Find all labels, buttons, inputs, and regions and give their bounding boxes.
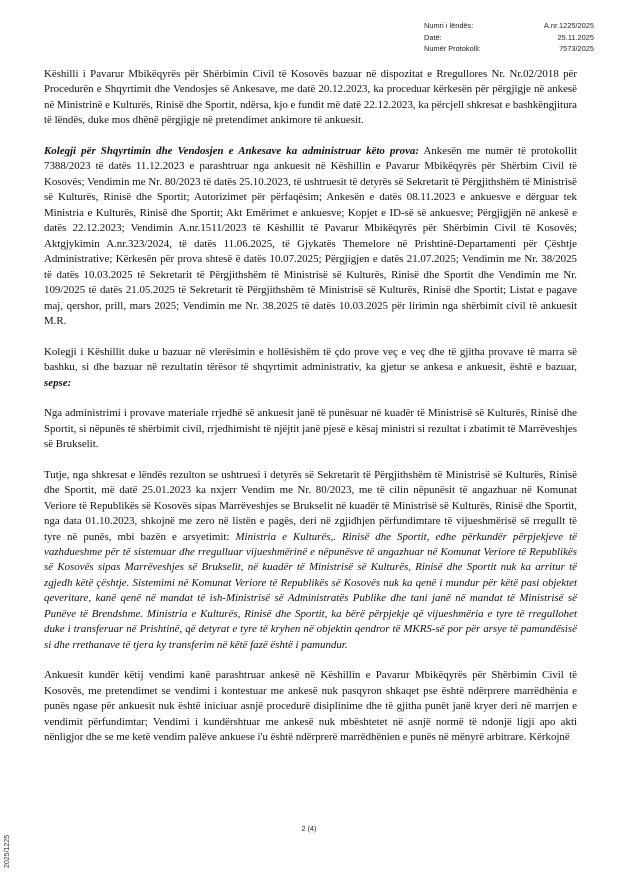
- case-number-label: Numri i lëndës:: [424, 21, 474, 30]
- paragraph-appeal: Ankuesit kundër këtij vendimi kanë parashtruar ankesë në Këshillin e Pavarur Mbikëqyrës për Shërbimin Civil të Kosovës, me pretendimet se vendimi i kontestuar me ankesë nuk pasqyron shkaqet pse është ndërprere marrëdhënia e punës ngase për ankuesit nuk është iniciuar asnjë procedurë disiplinime dhe të gjitha punët janë kryer deri në marrjen e vendimit përfundimtar; Vendimi i kundërshtuar me ankesë nuk mbështetet në asnjë normë të ndonjë ligji apo akti nënligjor dhe se me ketë vendim palëve ankuese i'u është ndërprerë marrëdhënien e punës në mënyrë arbitrare. Kërkojnë: [44, 669, 577, 744]
- protocol-row: [424, 43, 594, 55]
- paragraph-intro: Këshilli i Pavarur Mbikëqyrës për Shërbimin Civil të Kosovës bazuar në dispozitat e Rregullores Nr. Nr.02/2018 për Procedurën e Shqyrtimit dhe Vendosjes së Ankesave, me datë 20.12.2023, ka proceduar kërkesën për përgjigje në ankesë në Ministrinë e Kulturës, Rinisë dhe Sportit, ndërsa, kjo e fundit më datë 22.12.2023, ka përcjell shkresat e bashkëngjitura të lëndës, duke mos dhënë përgjigje në pretendimet ankimore të ankuesit.: [44, 68, 577, 127]
- assessment-because: sepse:: [44, 376, 72, 389]
- document-body: [44, 67, 577, 761]
- paragraph-evidence: [44, 144, 577, 329]
- evidence-heading: Kolegji për Shqyrtimin dhe Vendosjen e Ankesave ka administruar këto prova:: [44, 145, 419, 157]
- date-value: 25.11.2025: [557, 32, 594, 42]
- side-stamp: 2025/1225: [4, 834, 11, 868]
- page-number: 2 (4): [301, 824, 317, 833]
- case-number-value: A.nr.1225/2025: [543, 21, 594, 30]
- paragraph-employment: Nga administrimi i provave materiale rrjedhë së ankuesit janë të punësuar në kuadër të Ministrisë së Kulturës, Rinisë dhe Sportit, si nëpunës të shërbimit civil, rrjedhimisht të njëjtit janë pjesë e kësaj ministri si rezultat i zbatimit të Marrëveshjes së Brukselit.: [44, 407, 577, 451]
- date-row: [424, 32, 594, 44]
- decision-text: Tutje, nga shkresat e lëndës rezulton se ushtruesi i detyrës së Sekretarit të Përgjithshëm të Ministrisë së Kulturës, Rinisë dhe Sportit, më datë 25.01.2023 ka nxjerr Vendim me Nr. 80/2023, me të cilin nëpunësit të angazhuar në Komunat Veriore të Republikës së Kosovës sipas Marrëveshjes se Brukselit në kuadër të Ministrisë së Kulturës, Rinisë dhe Sportit, nga data 01.10.2023, shkojnë me zero në listën e pagës, deri në zgjidhjen përfundimtare të vijueshmërisë së rregullt të tyre në punës, mbi bazën e arsyetimit:: [44, 468, 577, 543]
- case-number-row: [424, 20, 594, 32]
- decision-quote: Ministria e Kulturës,. Rinisë dhe Sportit, edhe përkundër përpjekjeve të vazhdueshme për të sistemuar dhe rregulluar vijueshmërinë e nëpunësve të angazhuar në Komunat Veriore të Republikës së Kosovës sipas Marrëveshjes së Brukselit, në kuadër të Ministrisë së Kulturës, Rinisë dhe Sportit nuk ka arritur të zgjedh këtë çështje. Sistemimi në Komunat Veriore të Republikës së Kosovës nuk ka qenë i mundur për këtë pasi objektet qeveritare, kanë qenë në mandat të ish-Ministrisë së Administratës Publike dhe tani janë në mandat të Ministrisë së Punëve të Brendshme. Ministria e Kulturës, Rinisë dhe Sportit, ka bërë përpjekje që vijueshmëria e tyre të rregullohet duke i transferuar në Prishtinë, që detyrat e tyre të kryhen në objektin qendror të MKRS-së por për arsye të pamundësisë si dhe rrethanave të tjera ky transferim në këtë fazë është i pamundur.: [44, 530, 577, 651]
- case-metadata: [424, 20, 594, 55]
- assessment-text: Kolegji i Këshillit duke u bazuar në vlerësimin e hollësishëm të çdo prove veç e veç dhe të gjitha provave të marra së bashku, si dhe bazuar në rezultatin tërësor të shqyrtimit administrativ, ka gjetur se ankesa e ankuesit, është e bazuar,: [44, 345, 577, 374]
- paragraph-assessment: [44, 345, 577, 391]
- evidence-list: Ankesën me numër të protokollit 7388/2023 të datës 11.12.2023 e parashtruar nga ankuesit në Këshillin e Pavarur Mbikëqyrës për Shërbim Civil të Kosovës; Vendimin me Nr. 80/2023 të datës 25.10.2023, të ushtruesit të detyrës së Sekretarit të Përgjithshëm të Ministrisë së Kulturës, Rinisë dhe Sportit; Autorizimet për përfaqësim; Ankesën e datës 08.11.2023 e ankuesve e dërguar tek Ministria e Kulturës, Rinisë dhe Sportit; Akt Emërimet e ankuesve; Kopjet e ID-së së ankuesve; Përgjigjën në ankesë e datës 22.12.2023; Vendimin A.nr.1511/2023 të Këshillit të Pavarur Mbikëqyrës për Shërbimin Civil të Kosovës; Aktgjykimin A.nr.323/2024, të datës 11.06.2025, të Gjykatës Themelore në Prishtinë-Departamenti për Çështje Administrative; Kërkesën për prova shtesë ë datës 10.07.2025; Përgjigjen e datës 21.07.2025; Vendimin me Nr. 38/2025 të datës 10.03.2025 të Sekretarit të Përgjithshëm të Ministrisë së Kulturës, Rinisë dhe Sportit dhe Vendimin me Nr. 109/2025 të datës 21.05.2025 të Sekretarit të Përgjithshëm të Ministrisë së Kulturës, Rinisë dhe Sportit; Listat e pagave maj, qershor, prill, mars 2025; Vendimin me Nr. 38.2025 të datës 10.03.2025 për lirimin nga shërbimit civil të ankuesit M.R.: [44, 145, 577, 327]
- protocol-value: 7573/2025: [559, 44, 594, 53]
- paragraph-decision: [44, 468, 577, 653]
- date-label: Datë:: [424, 32, 442, 42]
- protocol-label: Numër Protokolli:: [424, 44, 481, 53]
